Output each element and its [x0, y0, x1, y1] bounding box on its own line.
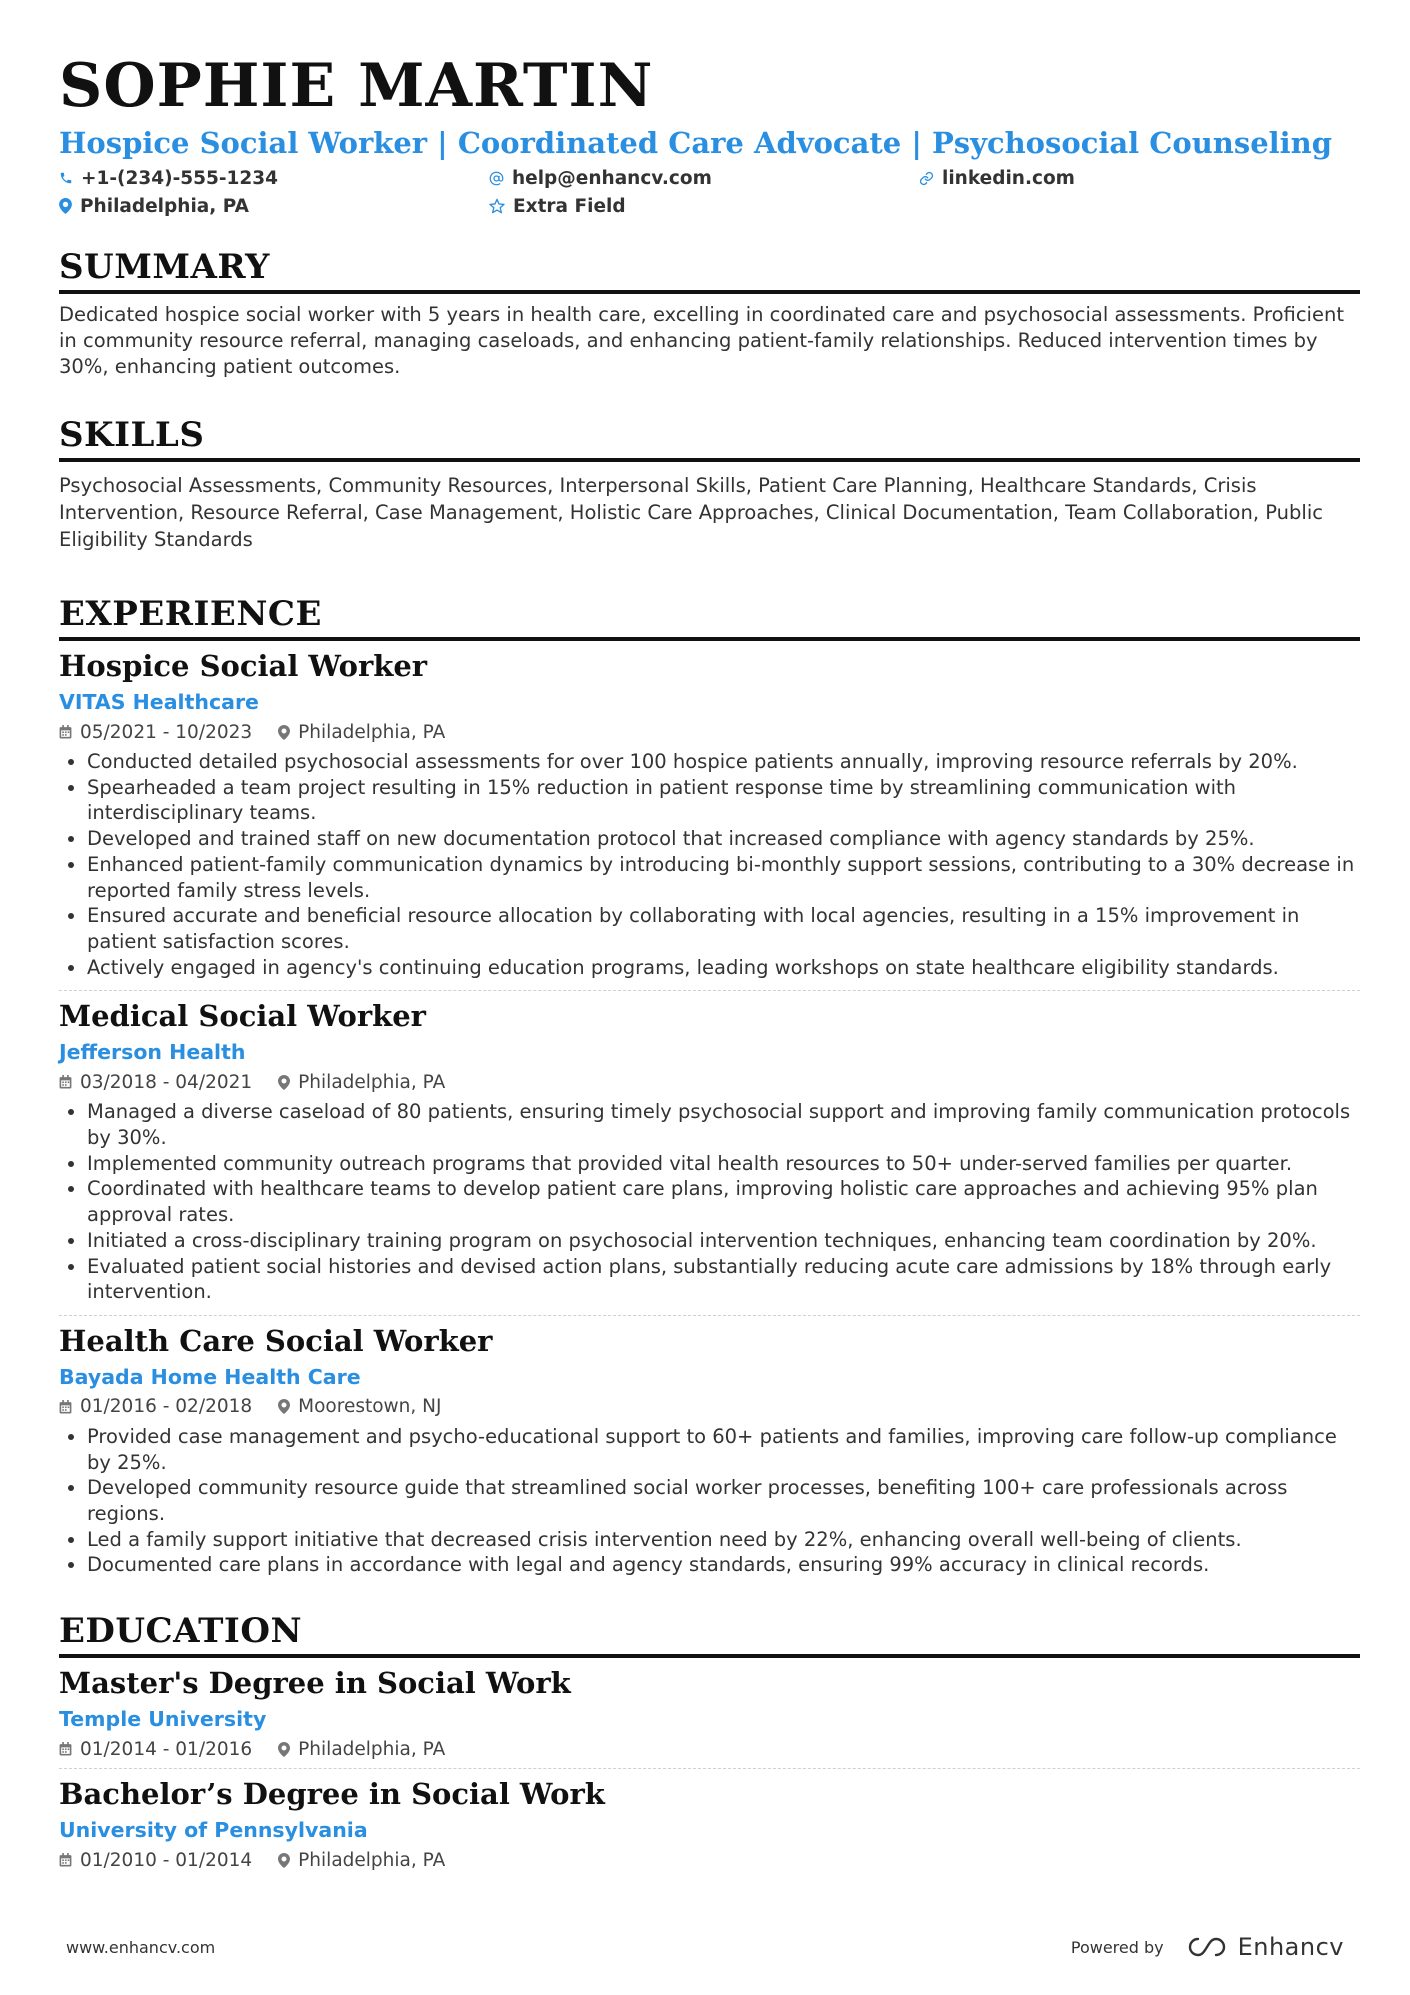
education-entry [59, 1769, 1360, 1879]
powered-by-label: Powered by [1070, 1937, 1164, 1957]
candidate-name: SOPHIE MARTIN [59, 51, 654, 121]
footer-website[interactable]: www.enhancv.com [66, 1937, 216, 1957]
achievement-item: • Developed community resource guide that streamlined social worker processes, benefiting 100+ care professionals across regions. [87, 1475, 1360, 1526]
entry-meta [59, 717, 1360, 747]
achievement-list [59, 1099, 1360, 1305]
achievement-item: • Coordinated with healthcare teams to develop patient care plans, improving holistic care approaches and achieving 95% plan approval rates. [87, 1176, 1360, 1227]
education-section [59, 1610, 1360, 1879]
contact-phone[interactable] [59, 166, 489, 190]
school-name: University of Pennsylvania [59, 1818, 368, 1843]
phone-icon [59, 171, 73, 185]
candidate-headline: Hospice Social Worker | Coordinated Care Advocate | Psychosocial Counseling [59, 126, 1333, 160]
location-text: Philadelphia, PA [298, 1849, 446, 1871]
entry-location [278, 1850, 445, 1871]
skills-section [59, 414, 1360, 553]
entry-dates [59, 1072, 252, 1093]
entry-dates [59, 1850, 252, 1871]
job-title: Medical Social Worker [59, 999, 426, 1034]
section-title-summary: SUMMARY [59, 246, 1360, 294]
achievement-item: • Enhanced patient-family communication dynamics by introducing bi-monthly support sessions, contributing to a 30% decrease in reported family stress levels. [87, 852, 1360, 903]
at-icon [489, 171, 504, 186]
location-text: Moorestown, NJ [298, 1396, 442, 1418]
achievement-item: • Implemented community outreach programs that provided vital health resources to 50+ under-served families per quarter. [87, 1151, 1360, 1177]
location-pin-icon [278, 1075, 290, 1090]
location-text: Philadelphia, PA [298, 1071, 446, 1093]
company-name: Jefferson Health [59, 1040, 246, 1065]
calendar-icon [59, 1075, 72, 1089]
degree-title: Bachelor’s Degree in Social Work [59, 1777, 605, 1812]
enhancv-logo-icon [1184, 1935, 1230, 1959]
experience-section [59, 593, 1360, 1588]
dates-text: 01/2016 - 02/2018 [80, 1396, 253, 1418]
location-text: Philadelphia, PA [298, 1738, 446, 1760]
dates-text: 01/2014 - 01/2016 [80, 1738, 253, 1760]
achievement-item: • Spearheaded a team project resulting in 15% reduction in patient response time by streamlining communication with interdisciplinary teams. [87, 775, 1360, 826]
linkedin-text: linkedin.com [942, 167, 1075, 189]
summary-section [59, 246, 1360, 380]
entry-meta [59, 1845, 1360, 1875]
footer [66, 1933, 1344, 1961]
location-pin-icon [278, 1742, 290, 1757]
achievement-item: • Conducted detailed psychosocial assessments for over 100 hospice patients annually, improving resource referrals by 20%. [87, 749, 1360, 775]
skills-text: Psychosocial Assessments, Community Resources, Interpersonal Skills, Patient Care Planning, Healthcare Standards, Crisis Intervention, Resource Referral, Case Management, Holistic Care Approaches, Clinical Documentation, Team Collaboration, Public Eligibility Standards [59, 474, 1323, 551]
calendar-icon [59, 1400, 72, 1414]
section-title-skills: SKILLS [59, 414, 1360, 462]
achievement-item: • Managed a diverse caseload of 80 patients, ensuring timely psychosocial support and improving family communication protocols by 30%. [87, 1099, 1360, 1150]
achievement-list [59, 1424, 1360, 1578]
entry-location [278, 1739, 445, 1760]
achievement-item: • Provided case management and psycho-educational support to 60+ patients and families, improving care follow-up compliance by 25%. [87, 1424, 1360, 1475]
section-title-experience: EXPERIENCE [59, 593, 1360, 641]
entry-location [278, 1396, 441, 1417]
company-name: Bayada Home Health Care [59, 1364, 361, 1389]
location-text: Philadelphia, PA [80, 195, 249, 217]
company-name: VITAS Healthcare [59, 690, 259, 714]
job-title: Hospice Social Worker [59, 649, 428, 683]
email-text: help@enhancv.com [512, 167, 712, 189]
location-pin-icon [278, 1399, 290, 1414]
achievement-item: • Ensured accurate and beneficial resource allocation by collaborating with local agencies, resulting in a 15% improvement in patient satisfaction scores. [87, 903, 1360, 954]
powered-by [1071, 1933, 1344, 1961]
degree-title: Master's Degree in Social Work [59, 1666, 571, 1701]
location-pin-icon [59, 198, 72, 214]
location-text: Philadelphia, PA [298, 721, 446, 743]
calendar-icon [59, 1853, 72, 1867]
school-name: Temple University [59, 1707, 267, 1732]
achievement-item: • Documented care plans in accordance with legal and agency standards, ensuring 99% accuracy in clinical records. [87, 1552, 1360, 1578]
dates-text: 01/2010 - 01/2014 [80, 1849, 253, 1871]
contact-location [59, 194, 489, 218]
location-pin-icon [278, 1853, 290, 1868]
contact-info [59, 166, 1360, 218]
entry-meta [59, 1067, 1360, 1097]
contact-extra [489, 194, 919, 218]
experience-entry [59, 641, 1360, 991]
star-icon [489, 198, 505, 214]
phone-text: +1-(234)-555-1234 [81, 167, 279, 189]
job-title: Health Care Social Worker [59, 1323, 493, 1358]
achievement-list [59, 749, 1360, 980]
achievement-item: • Led a family support initiative that decreased crisis intervention need by 22%, enhancing overall well-being of clients. [87, 1527, 1360, 1553]
extra-field-text: Extra Field [513, 195, 626, 217]
dates-text: 05/2021 - 10/2023 [80, 721, 253, 743]
calendar-icon [59, 1742, 72, 1756]
entry-dates [59, 722, 252, 743]
brand-name: Enhancv [1237, 1933, 1344, 1961]
dates-text: 03/2018 - 04/2021 [80, 1071, 253, 1093]
experience-list [59, 641, 1360, 1588]
summary-text: Dedicated hospice social worker with 5 years in health care, excelling in coordinated care and psychosocial assessments. Proficient in community resource referral, managing caseloads, and enhancing patient-family relationships. Reduced intervention times by 30%, enhancing patient outcomes. [59, 303, 1344, 378]
location-pin-icon [278, 725, 290, 740]
experience-entry [59, 991, 1360, 1316]
education-entry [59, 1658, 1360, 1769]
link-icon [919, 171, 934, 186]
entry-location [278, 1072, 445, 1093]
achievement-item: • Actively engaged in agency's continuing education programs, leading workshops on state healthcare eligibility standards. [87, 955, 1360, 981]
enhancv-logo[interactable] [1184, 1933, 1344, 1961]
experience-entry [59, 1316, 1360, 1588]
section-title-education: EDUCATION [59, 1610, 1360, 1658]
entry-dates [59, 1739, 252, 1760]
achievement-item: • Evaluated patient social histories and devised action plans, substantially reducing acute care admissions by 18% through early intervention. [87, 1254, 1360, 1305]
achievement-item: • Developed and trained staff on new documentation protocol that increased compliance with agency standards by 25%. [87, 826, 1360, 852]
contact-linkedin[interactable] [919, 166, 1219, 190]
entry-location [278, 722, 445, 743]
entry-meta [59, 1392, 1360, 1422]
education-list [59, 1658, 1360, 1879]
entry-dates [59, 1396, 252, 1417]
entry-meta [59, 1734, 1360, 1764]
contact-email[interactable] [489, 166, 919, 190]
achievement-item: • Initiated a cross-disciplinary training program on psychosocial intervention techniques, enhancing team coordination by 20%. [87, 1228, 1360, 1254]
calendar-icon [59, 725, 72, 739]
